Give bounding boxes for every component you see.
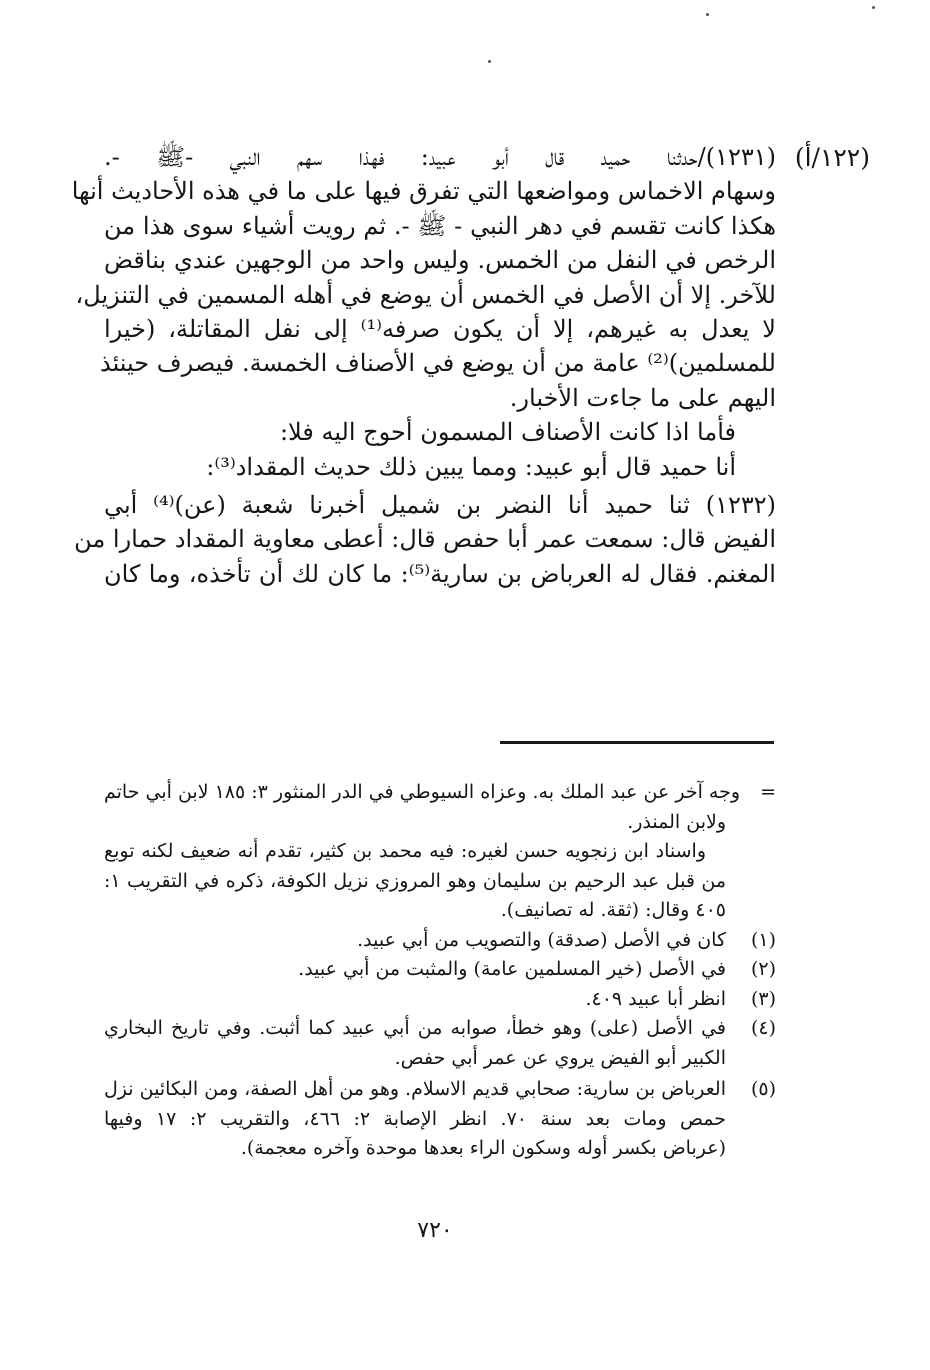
footnote-separator xyxy=(500,741,774,744)
footnote-text: العرباض بن سارية: صحابي قديم الاسلام. وهو من أهل الصفة، ومن البكائين نزل xyxy=(104,1078,726,1100)
scan-speck xyxy=(488,60,491,63)
main-line: هكذا كانت تقسم في دهر النبي - ﷺ -. ثم رويت أشياء سوى هذا من xyxy=(104,211,776,240)
footnote-1 xyxy=(104,926,776,956)
footnote-marker: (٢) xyxy=(750,958,776,980)
page-number: ٧٢٠ xyxy=(417,1218,453,1243)
footnote-continuation-line xyxy=(104,778,776,808)
footnote-text: كان في الأصل (صدقة) والتصويب من أبي عبيد. xyxy=(357,928,726,951)
footnotes xyxy=(104,778,776,1164)
footnote-continuation-line: واسناد ابن زنجويه حسن لغيره: فيه محمد بن كثير، تقدم أنه ضعيف لكنه توبع xyxy=(104,840,706,862)
manuscript-folio-ref: (١٢٢/أ) xyxy=(794,143,870,172)
main-line: (١٢٣٢) ثنا حميد أنا النضر بن شميل أخبرنا شعبة (عن)⁽⁴⁾ أبي xyxy=(104,490,777,519)
main-line: المغنم. فقال له العرباض بن سارية⁽⁵⁾: ما كان لك أن تأخذه، وما كان xyxy=(104,559,776,588)
footnote-2 xyxy=(104,955,776,985)
footnote-4 xyxy=(104,1014,776,1044)
main-line: اليهم على ما جاءت الأخبار. xyxy=(509,383,776,412)
footnote-text: في الأصل (على) وهو خطأ، صوابه من أبي عبيد كما أثبت. وفي تاريخ البخاري xyxy=(104,1017,726,1039)
footnote-continuation-line: ٤٠٥ وقال: (ثقة. له تصانيف). xyxy=(500,899,726,921)
footnote-marker: (٥) xyxy=(750,1078,776,1100)
footnote-continuation-line: من قبل عبد الرحيم بن سليمان وهو المروزي نزيل الكوفة، ذكره في التقريب ١: xyxy=(104,869,726,892)
footnote-5 xyxy=(104,1075,776,1105)
scan-speck xyxy=(872,6,875,9)
main-line: (١٢٣١)/حدثنا حميد قال أبو عبيد: فهذا سهم النبي -ﷺ -. xyxy=(104,143,776,171)
main-line: وسهام الاخماس ومواضعها التي تفرق فيها على ما في هذه الأحاديث أنها xyxy=(71,177,776,206)
scan-speck xyxy=(706,13,709,16)
footnote-5-line: (عرباض بكسر أوله وسكون الراء بعدها موحدة وآخره معجمة). xyxy=(240,1137,726,1159)
main-line: أنا حميد قال أبو عبيد: ومما يبين ذلك حديث المقداد⁽³⁾: xyxy=(206,452,736,481)
footnote-3 xyxy=(104,985,776,1015)
main-line: للمسلمين)⁽²⁾ عامة من أن يوضع في الأصناف الخمسة. فيصرف حينئذ xyxy=(99,349,776,378)
footnote-marker: (١) xyxy=(750,928,776,951)
footnote-5-line: حمص ومات بعد سنة ٧٠. انظر الإصابة ٢: ٤٦٦، والتقريب ٢: ١٧ وفيها xyxy=(104,1107,726,1130)
footnote-continuation-line: ولابن المنذر. xyxy=(627,810,726,833)
footnote-text: في الأصل (خير المسلمين عامة) والمثبت من أبي عبيد. xyxy=(298,958,726,980)
footnote-marker: (٤) xyxy=(750,1017,776,1039)
main-line: الفيض قال: سمعت عمر أبا حفص قال: أعطى معاوية المقداد حمارا من xyxy=(74,525,776,554)
footnote-text: انظر أبا عبيد ٤٠٩. xyxy=(585,987,726,1010)
continuation-marker: = xyxy=(760,781,776,803)
main-line: لا يعدل به غيرهم، إلا أن يكون صرفه⁽¹⁾ إلى نفل المقاتلة، (خيرا xyxy=(104,314,776,343)
main-text xyxy=(71,140,777,591)
main-line: الرخص في النفل من الخمس. وليس واحد من الوجهين عندي بناقض xyxy=(104,246,776,275)
main-line: للآخر. إلا أن الأصل في الخمس أن يوضع في أهله المسمين في التنزيل، xyxy=(75,280,776,309)
footnote-4-line: الكبير أبو الفيض يروي عن عمر أبي حفص. xyxy=(394,1046,726,1069)
footnote-text: وجه آخر عن عبد الملك به. وعزاه السيوطي في الدر المنثور ٣: ١٨٥ لابن أبي حاتم xyxy=(104,781,741,803)
footnote-marker: (٣) xyxy=(750,987,776,1010)
main-line: فأما اذا كانت الأصناف المسمون أحوج اليه فلا: xyxy=(279,418,736,447)
